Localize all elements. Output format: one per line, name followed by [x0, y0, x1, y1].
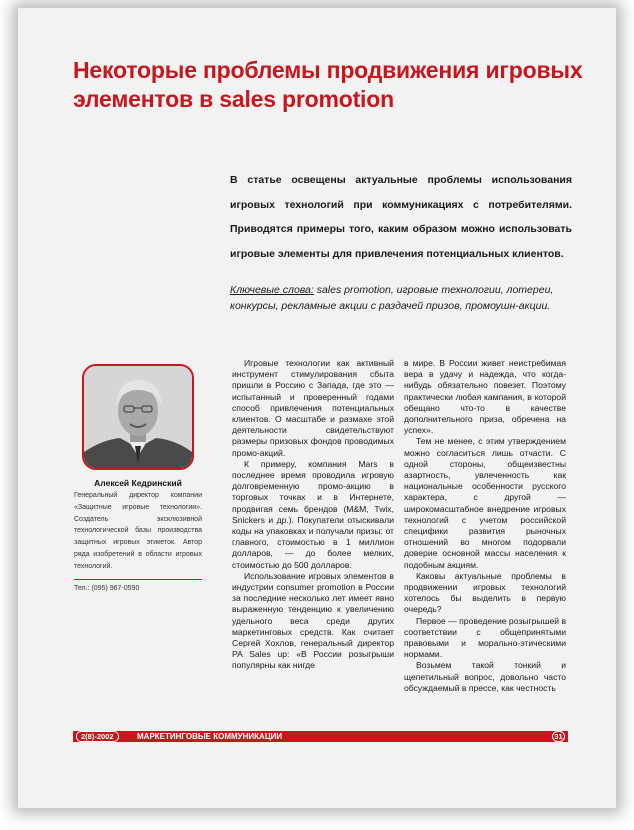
paragraph: Первое — проведение розыгрышей в соответствии с общепринятыми правовыми и морально-этическими нормами.	[404, 615, 567, 660]
magazine-name: МАРКЕТИНГОВЫЕ КОММУНИКАЦИИ	[137, 732, 283, 741]
keywords	[230, 283, 572, 314]
keywords-label: Ключевые слова:	[230, 284, 314, 296]
paragraph: Возьмем такой тонкий и щепетильный вопрос, довольно часто обсуждаемый в прессе, как честность	[404, 660, 566, 693]
author-portrait-image	[84, 366, 192, 468]
author-name: Алексей Кедринский	[94, 478, 182, 488]
body-column-2	[404, 358, 566, 694]
issue-number: 2(8)-2002	[76, 731, 119, 742]
author-phone: Тел.: (095) 967-0590	[74, 584, 140, 592]
article-abstract: В статье освещены актуальные проблемы использования игровых технологий при коммуникациях с потребителями. Приводятся примеры того, каким образом можно использовать игровые элементы для привлечения потенциальных клиентов.	[230, 174, 572, 260]
paragraph: Каковы актуальные проблемы в продвижении игровых технологий хотелось бы выделить в первую очередь?	[404, 570, 566, 615]
author-photo	[82, 364, 194, 470]
page-title: Некоторые проблемы продвижения игровых элементов в sales promotion	[73, 57, 583, 112]
author-sidebar	[74, 364, 202, 592]
paragraph: К примеру, компания Mars в последнее время проводила игровую долговременную промо-акцию в торговых точках и в Интернете, продвигая семь брендов (M&M, Twix, Snickers и др.). Покупатели отыскивали коды на упаковках и получали призы: от главного, стоимостью в 1 миллион долларов, — до более мелких, стоимостью до 500 долларов.	[232, 458, 394, 570]
author-bio: Генеральный директор компании «Защитные игровые технологии». Создатель эксклюзивной технологической базы производства защитных игровых этикеток. Автор ряда изобретений в области игровых технологий.	[74, 492, 202, 570]
paragraph: в мире. В России живет неистребимая вера в удачу и надежда, что когда-нибудь обязательно повезет. Поэтому практически любая кампания, в которой обещано что-то в качестве дополнительного приза, обречена на успех».	[404, 358, 566, 436]
paragraph: Использование игровых элементов в индустрии consumer promotion в России за последние несколько лет имеет явно выраженную тенденцию к увеличению удельного веса среди других маркетинговых средств. Как считает Сергей Хохлов, генеральный директор PA Sales up: «В России розыгрыши популярны как нигде	[232, 570, 394, 671]
body-column-1	[232, 358, 394, 672]
magazine-page	[18, 8, 616, 808]
paragraph: Тем не менее, с этим утверждением можно согласиться лишь отчасти. С одной стороны, общеизвестны азартность, увлеченность как национальные особенности русского характера, с другой — широкомасштабное внедрение игровых технологий с учетом российской специфики развития рыночных отношений во многом подорвали доверие основной массы населения к подобным акциям.	[404, 436, 566, 570]
paragraph: Игровые технологии как активный инструмент стимулирования сбыта пришли в Россию с Запада, где это — испытанный и проверенный годами способ привлечения потенциальных клиентов. О масштабе и размахе этой деятельности свидетельствуют размеры призовых фондов проводимых промо-акций.	[232, 358, 394, 458]
page-number: 31	[552, 731, 565, 742]
footer-bar	[73, 731, 568, 742]
keywords-text: sales promotion, игровые технологии, лотереи, конкурсы, рекламные акции с раздачей призов, промоушн-акции.	[230, 284, 554, 312]
author-divider	[74, 579, 202, 580]
